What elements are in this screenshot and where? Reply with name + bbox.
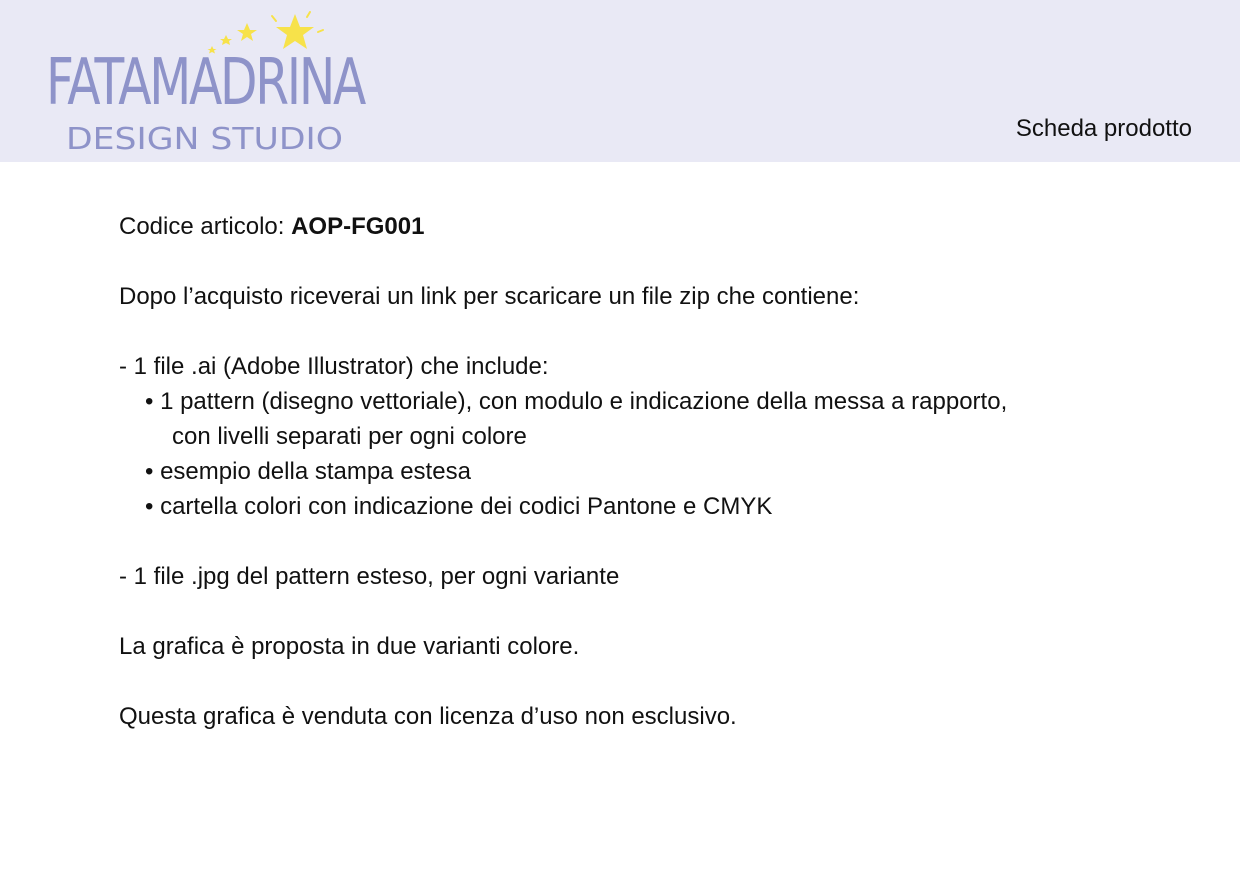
spacer: [119, 594, 1179, 629]
page-title: Scheda prodotto: [1015, 115, 1192, 142]
tiny-star-icon: [220, 35, 232, 45]
bullet-pattern: • 1 pattern (disegno vettoriale), con modulo e indicazione della messa a rapporto,: [145, 388, 1008, 415]
bullet-color-chart: • cartella colori con indicazione dei codici Pantone e CMYK: [145, 493, 773, 520]
product-code-value: AOP-FG001: [291, 213, 425, 240]
fatamadrina-logo: [40, 8, 380, 158]
spacer: [119, 664, 1179, 699]
logo-subtitle: DESIGN STUDIO: [66, 122, 343, 157]
small-star-icon: [237, 23, 257, 41]
product-code-label: Codice articolo:: [119, 213, 292, 240]
product-details: [119, 209, 1179, 734]
bullet-pattern-continued: con livelli separati per ogni colore: [172, 423, 527, 450]
header-band: [0, 0, 1240, 162]
file-ai-item: - 1 file .ai (Adobe Illustrator) che include:: [119, 353, 549, 380]
big-star-icon: [276, 14, 314, 49]
download-intro: Dopo l’acquisto riceverai un link per scaricare un file zip che contiene:: [119, 283, 860, 310]
fatamadrina-logo-graphic: [40, 8, 380, 158]
license-note: Questa grafica è venduta con licenza d’uso non esclusivo.: [119, 703, 737, 730]
spacer: [119, 314, 1179, 349]
bullet-print-example: • esempio della stampa estesa: [145, 458, 471, 485]
spacer: [119, 244, 1179, 279]
variants-note: La grafica è proposta in due varianti colore.: [119, 633, 580, 660]
file-jpg-item: - 1 file .jpg del pattern esteso, per ogni variante: [119, 563, 620, 590]
product-code-line: [119, 209, 1179, 244]
spacer: [119, 524, 1179, 559]
logo-wordmark: FATAMADRINA: [46, 46, 367, 120]
